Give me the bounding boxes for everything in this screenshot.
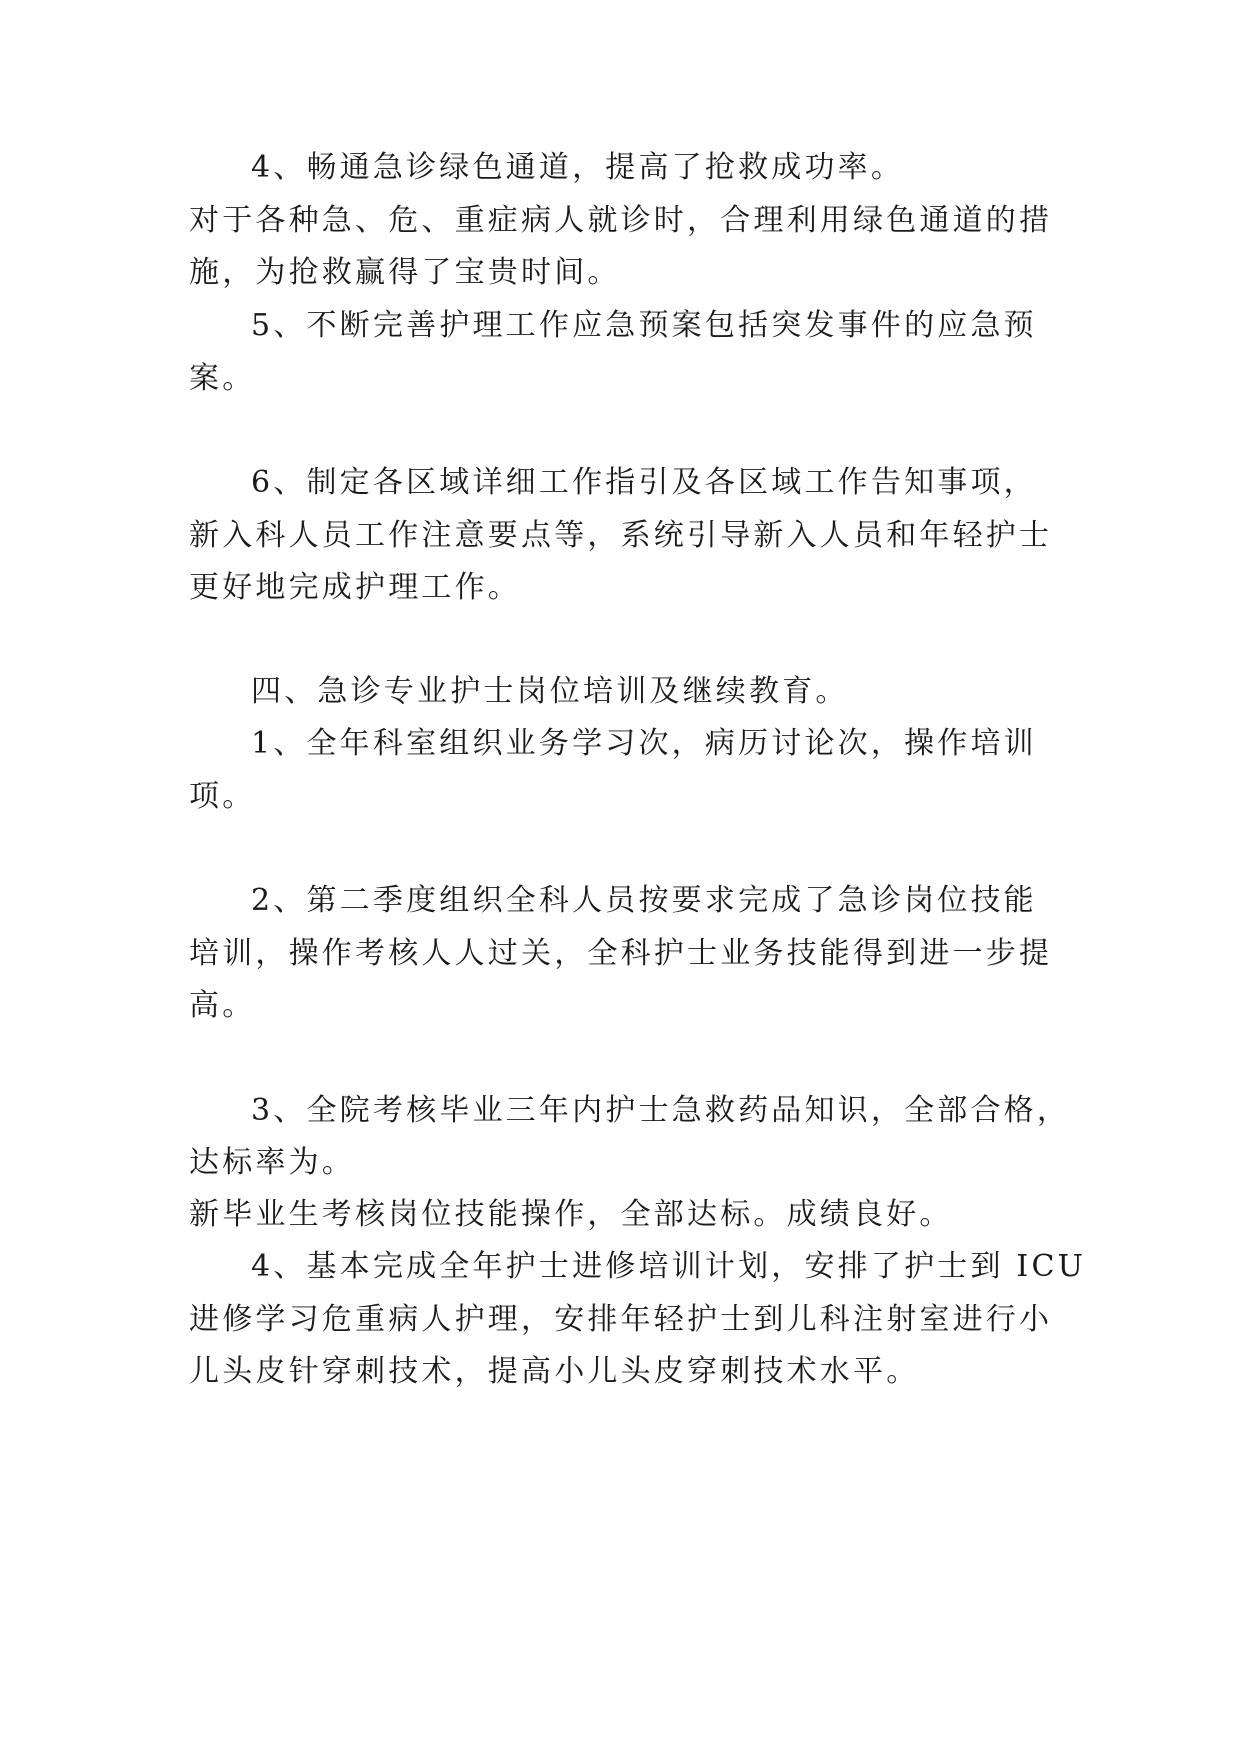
paragraph-line: 1、全年科室组织业务学习次，病历讨论次，操作培训 (251, 726, 1037, 761)
paragraph-line: 新入科人员工作注意要点等，系统引导新入人员和年轻护士 (189, 518, 1053, 553)
paragraph-line: 施，为抢救赢得了宝贵时间。 (189, 255, 621, 290)
paragraph-line: 更好地完成护理工作。 (189, 570, 521, 605)
paragraph-line: 高。 (189, 988, 256, 1023)
paragraph-line: 案。 (189, 361, 256, 396)
paragraph-line: 5、不断完善护理工作应急预案包括突发事件的应急预 (251, 308, 1037, 343)
paragraph-line: 新毕业生考核岗位技能操作，全部达标。成绩良好。 (189, 1197, 953, 1232)
section-heading: 四、急诊专业护士岗位培训及继续教育。 (251, 674, 849, 709)
paragraph-line: 2、第二季度组织全科人员按要求完成了急诊岗位技能 (251, 883, 1037, 918)
paragraph-line: 项。 (189, 779, 256, 814)
paragraph-line: 3、全院考核毕业三年内护士急救药品知识，全部合格， (251, 1093, 1071, 1128)
paragraph-line: 4、畅通急诊绿色通道，提高了抢救成功率。 (251, 150, 905, 185)
paragraph-line: 6、制定各区域详细工作指引及各区域工作告知事项， (251, 465, 1037, 500)
paragraph-line: 对于各种急、危、重症病人就诊时，合理利用绿色通道的措 (189, 203, 1053, 238)
paragraph-line: 培训，操作考核人人过关，全科护士业务技能得到进一步提 (189, 936, 1053, 971)
paragraph-line: 达标率为。 (189, 1145, 355, 1180)
paragraph-line: 4、基本完成全年护士进修培训计划，安排了护士到 ICU (251, 1249, 1087, 1284)
paragraph-line: 进修学习危重病人护理，安排年轻护士到儿科注射室进行小 (189, 1302, 1053, 1337)
paragraph-line: 儿头皮针穿刺技术，提高小儿头皮穿刺技术水平。 (189, 1354, 920, 1389)
